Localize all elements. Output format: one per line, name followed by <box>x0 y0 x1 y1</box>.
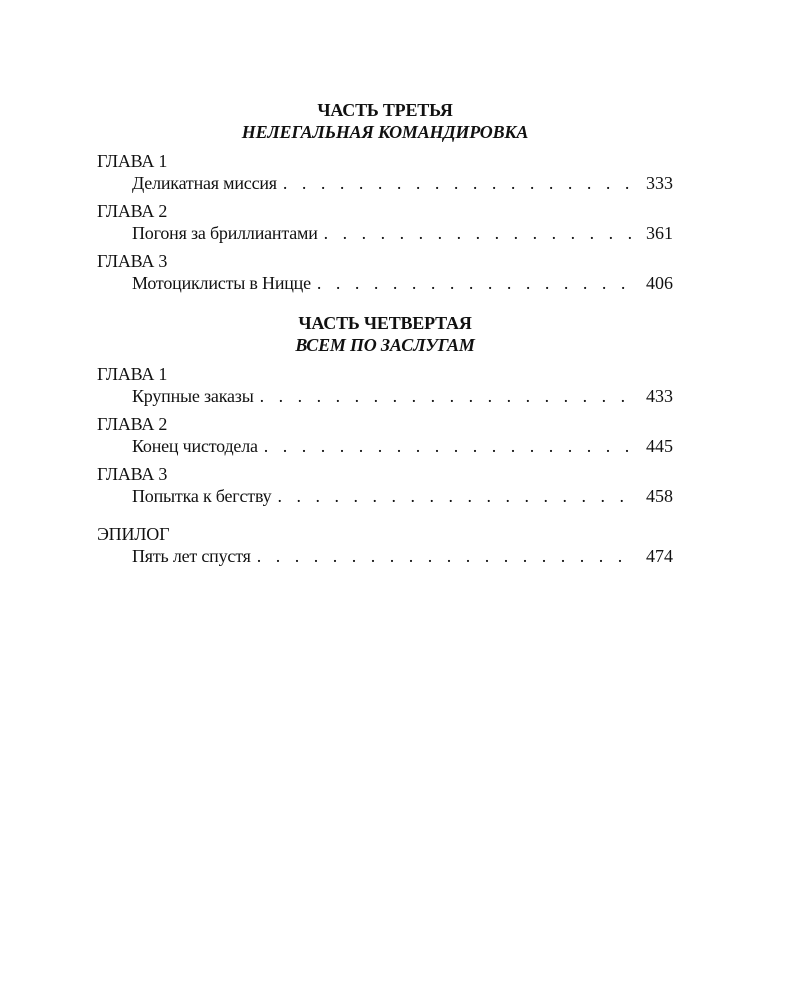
chapter <box>97 464 673 508</box>
entry-title: Мотоциклисты в Ницце <box>132 273 311 293</box>
entry-title: Погоня за бриллиантами <box>132 223 318 243</box>
part-title: ЧАСТЬ ЧЕТВЕРТАЯ <box>298 313 472 333</box>
chapter <box>97 364 673 408</box>
dot-leader <box>317 272 637 295</box>
page-number: 474 <box>646 546 673 566</box>
epilogue-label: ЭПИЛОГ <box>97 524 170 544</box>
part-four <box>97 313 673 508</box>
part-subtitle: ВСЕМ ПО ЗАСЛУГАМ <box>295 335 475 355</box>
page-number: 445 <box>646 436 673 456</box>
entry-title: Крупные заказы <box>132 386 254 406</box>
toc-entry[interactable] <box>97 222 673 245</box>
dot-leader <box>257 545 637 568</box>
entry-title: Деликатная миссия <box>132 173 277 193</box>
page-number: 406 <box>646 273 673 293</box>
chapter-label: ГЛАВА 2 <box>97 201 168 221</box>
table-of-contents <box>97 100 673 574</box>
dot-leader <box>324 222 637 245</box>
toc-entry[interactable] <box>97 272 673 295</box>
chapter-label: ГЛАВА 3 <box>97 251 168 271</box>
part-title: ЧАСТЬ ТРЕТЬЯ <box>317 100 453 120</box>
chapter-label: ГЛАВА 1 <box>97 364 168 384</box>
toc-entry[interactable] <box>97 172 673 195</box>
toc-entry[interactable] <box>97 435 673 458</box>
page-number: 433 <box>646 386 673 406</box>
toc-entry[interactable] <box>97 545 673 568</box>
page-number: 458 <box>646 486 673 506</box>
toc-entry[interactable] <box>97 385 673 408</box>
chapter-label: ГЛАВА 1 <box>97 151 168 171</box>
toc-entry[interactable] <box>97 485 673 508</box>
chapter-label: ГЛАВА 2 <box>97 414 168 434</box>
dot-leader <box>277 485 637 508</box>
entry-title: Попытка к бегству <box>132 486 272 506</box>
dot-leader <box>260 385 637 408</box>
epilogue <box>97 524 673 568</box>
chapter-label: ГЛАВА 3 <box>97 464 168 484</box>
entry-title: Пять лет спустя <box>132 546 251 566</box>
page-number: 361 <box>646 223 673 243</box>
chapter <box>97 414 673 458</box>
dot-leader <box>264 435 637 458</box>
dot-leader <box>283 172 637 195</box>
part-three <box>97 100 673 295</box>
entry-title: Конец чистодела <box>132 436 258 456</box>
chapter <box>97 151 673 195</box>
part-subtitle: НЕЛЕГАЛЬНАЯ КОМАНДИРОВКА <box>241 122 529 142</box>
chapter <box>97 201 673 245</box>
chapter <box>97 251 673 295</box>
page-number: 333 <box>646 173 673 193</box>
